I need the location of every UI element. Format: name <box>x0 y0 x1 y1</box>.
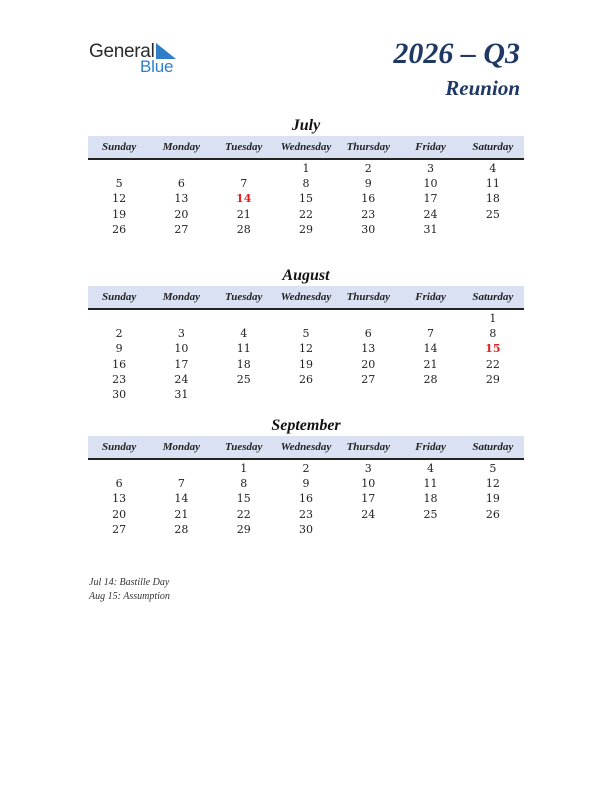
day-cell: 19 <box>298 357 313 371</box>
empty-day-cell <box>88 311 150 326</box>
week-row <box>88 357 524 372</box>
day-cell: 28 <box>174 522 189 536</box>
week-row <box>88 461 524 476</box>
week-row <box>88 222 524 237</box>
day-cell: 10 <box>361 477 376 491</box>
weekday-label: Sunday <box>102 141 137 153</box>
day-cell: 1 <box>240 462 248 475</box>
empty-day-cell <box>337 522 399 537</box>
day-cell: 25 <box>485 207 500 221</box>
weekday-label: Saturday <box>472 141 514 153</box>
day-cell: 3 <box>427 162 435 175</box>
day-cell: 4 <box>240 327 248 341</box>
day-cell: 6 <box>177 177 185 191</box>
day-cell: 9 <box>364 177 372 191</box>
weekday-label: Saturday <box>472 441 514 453</box>
region-name: Reunion <box>445 76 520 100</box>
week-row <box>88 326 524 341</box>
day-cell: 2 <box>302 462 310 475</box>
day-cell: 27 <box>174 222 189 236</box>
day-cell: 26 <box>112 222 127 236</box>
weekday-label: Tuesday <box>224 291 263 303</box>
empty-day-cell <box>275 311 337 326</box>
weekday-header-row <box>88 286 524 310</box>
day-cell: 6 <box>115 477 123 491</box>
general-blue-logo <box>89 40 189 80</box>
day-cell: 7 <box>240 177 248 191</box>
day-cell: 23 <box>361 207 376 221</box>
empty-day-cell <box>213 311 275 326</box>
day-cell: 16 <box>112 357 127 371</box>
weekday-label: Friday <box>415 291 446 303</box>
day-cell: 3 <box>177 327 185 341</box>
day-cell: 5 <box>115 177 123 191</box>
weekday-header-row <box>88 436 524 460</box>
week-row <box>88 507 524 522</box>
day-cell: 18 <box>423 492 438 506</box>
day-cell: 11 <box>485 177 500 191</box>
day-cell: 26 <box>298 372 313 386</box>
day-cell: 25 <box>236 372 251 386</box>
day-cell: 13 <box>174 192 189 206</box>
weekday-label: Friday <box>415 441 446 453</box>
empty-day-cell <box>150 461 212 476</box>
week-row <box>88 372 524 387</box>
week-row <box>88 311 524 326</box>
weekday-label: Thursday <box>346 291 390 303</box>
day-cell: 20 <box>174 207 189 221</box>
day-cell: 29 <box>485 372 500 386</box>
day-cell: 1 <box>489 312 497 325</box>
day-cell: 7 <box>427 327 435 341</box>
day-cell: 14 <box>174 492 189 506</box>
day-cell: 12 <box>485 477 500 491</box>
day-cell: 30 <box>112 387 127 401</box>
day-cell: 9 <box>302 477 310 491</box>
weekday-label: Monday <box>162 441 201 453</box>
day-cell: 14 <box>423 342 438 356</box>
day-cell: 17 <box>423 192 438 206</box>
weekday-label: Wednesday <box>280 141 332 153</box>
day-cell: 16 <box>298 492 313 506</box>
day-cell: 6 <box>364 327 372 341</box>
day-cell: 21 <box>236 207 251 221</box>
empty-day-cell <box>88 461 150 476</box>
empty-day-cell <box>399 387 461 402</box>
month-calendar-july <box>88 116 524 237</box>
month-calendar-september <box>88 416 524 537</box>
day-cell: 15 <box>485 342 501 356</box>
weekday-label: Tuesday <box>224 141 263 153</box>
day-cell: 21 <box>423 357 438 371</box>
weekday-label: Friday <box>415 141 446 153</box>
day-cell: 1 <box>302 162 310 175</box>
day-cell: 24 <box>361 507 376 521</box>
day-cell: 30 <box>298 522 313 536</box>
day-cell: 16 <box>361 192 376 206</box>
day-cell: 19 <box>485 492 500 506</box>
day-cell: 23 <box>112 372 127 386</box>
weekday-label: Monday <box>162 141 201 153</box>
day-cell: 29 <box>298 222 313 236</box>
day-cell: 10 <box>174 342 189 356</box>
day-cell: 22 <box>236 507 251 521</box>
week-row <box>88 341 524 356</box>
month-name: August <box>282 267 330 284</box>
day-cell: 28 <box>236 222 251 236</box>
day-cell: 15 <box>298 192 313 206</box>
weekday-label: Sunday <box>102 441 137 453</box>
day-cell: 4 <box>427 462 435 475</box>
day-cell: 18 <box>485 192 500 206</box>
week-row <box>88 476 524 491</box>
empty-day-cell <box>337 387 399 402</box>
month-name: July <box>291 117 321 134</box>
weekday-label: Sunday <box>102 291 137 303</box>
week-row <box>88 491 524 506</box>
week-row <box>88 176 524 191</box>
day-cell: 12 <box>112 192 127 206</box>
day-cell: 5 <box>302 327 310 341</box>
empty-day-cell <box>337 311 399 326</box>
logo-general-text: General <box>89 41 155 62</box>
day-cell: 11 <box>236 342 251 356</box>
day-cell: 28 <box>423 372 438 386</box>
month-calendar-august <box>88 266 524 402</box>
empty-day-cell <box>88 161 150 176</box>
week-row <box>88 387 524 402</box>
empty-day-cell <box>150 161 212 176</box>
day-cell: 27 <box>112 522 127 536</box>
day-cell: 15 <box>236 492 251 506</box>
day-cell: 26 <box>485 507 500 521</box>
month-name: September <box>271 417 341 434</box>
day-cell: 10 <box>423 177 438 191</box>
day-cell: 27 <box>361 372 376 386</box>
day-cell: 17 <box>174 357 189 371</box>
empty-day-cell <box>275 387 337 402</box>
logo-blue-text: Blue <box>140 57 174 76</box>
day-cell: 12 <box>298 342 313 356</box>
weekday-label: Wednesday <box>280 291 332 303</box>
day-cell: 2 <box>115 327 123 341</box>
day-cell: 3 <box>364 462 372 475</box>
day-cell: 23 <box>298 507 313 521</box>
empty-day-cell <box>213 387 275 402</box>
weekday-label: Monday <box>162 291 201 303</box>
empty-day-cell <box>399 522 461 537</box>
day-cell: 8 <box>302 177 310 191</box>
weekday-header-row <box>88 136 524 160</box>
day-cell: 14 <box>236 192 252 206</box>
page-title: 2026 – Q3 <box>393 37 520 70</box>
day-cell: 31 <box>423 222 438 236</box>
day-cell: 25 <box>423 507 438 521</box>
day-cell: 2 <box>364 162 372 175</box>
day-cell: 22 <box>298 207 313 221</box>
day-cell: 31 <box>174 387 189 401</box>
day-cell: 11 <box>423 477 438 491</box>
day-cell: 21 <box>174 507 189 521</box>
day-cell: 13 <box>112 492 127 506</box>
empty-day-cell <box>462 387 524 402</box>
day-cell: 13 <box>361 342 376 356</box>
day-cell: 9 <box>115 342 123 356</box>
empty-day-cell <box>399 311 461 326</box>
day-cell: 5 <box>489 462 497 475</box>
week-row <box>88 522 524 537</box>
empty-day-cell <box>462 522 524 537</box>
day-cell: 7 <box>177 477 185 491</box>
day-cell: 18 <box>236 357 251 371</box>
day-cell: 8 <box>240 477 248 491</box>
empty-day-cell <box>462 222 524 237</box>
day-cell: 20 <box>361 357 376 371</box>
day-cell: 24 <box>174 372 189 386</box>
week-row <box>88 161 524 176</box>
day-cell: 24 <box>423 207 438 221</box>
empty-day-cell <box>213 161 275 176</box>
holiday-note: Jul 14: Bastille Day <box>89 577 170 588</box>
weekday-label: Tuesday <box>224 441 263 453</box>
holiday-note: Aug 15: Assumption <box>89 590 170 602</box>
weekday-label: Wednesday <box>280 441 332 453</box>
day-cell: 29 <box>236 522 251 536</box>
holiday-notes <box>89 576 170 603</box>
weekday-label: Thursday <box>346 141 390 153</box>
week-row <box>88 191 524 206</box>
week-row <box>88 207 524 222</box>
empty-day-cell <box>150 311 212 326</box>
day-cell: 4 <box>489 162 497 175</box>
day-cell: 17 <box>361 492 376 506</box>
day-cell: 22 <box>485 357 500 371</box>
day-cell: 19 <box>112 207 127 221</box>
weekday-label: Thursday <box>346 441 390 453</box>
day-cell: 8 <box>489 327 497 341</box>
weekday-label: Saturday <box>472 291 514 303</box>
day-cell: 30 <box>361 222 376 236</box>
day-cell: 20 <box>112 507 127 521</box>
